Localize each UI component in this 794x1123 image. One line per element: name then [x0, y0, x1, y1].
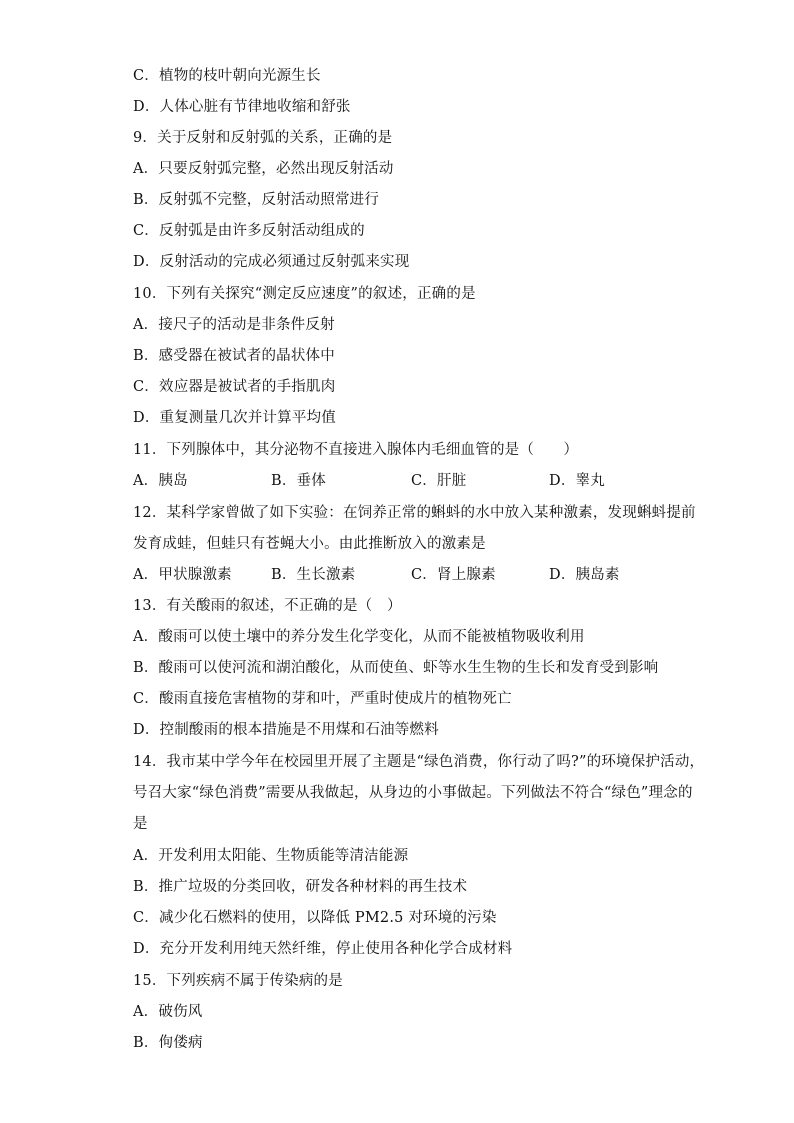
q13-option-b: B．酸雨可以使河流和湖泊酸化，从而使鱼、虾等水生生物的生长和发育受到影响 [133, 660, 659, 676]
q14-stem-line-1: 14．我市某中学今年在校园里开展了主题是“绿色消费，你行动了吗?”的环境保护活动， [133, 754, 705, 770]
q10-option-c: C．效应器是被试者的手指肌肉 [133, 379, 336, 395]
q11-option-b: B．垂体 [271, 473, 326, 489]
q10-option-d: D．重复测量几次并计算平均值 [133, 410, 336, 426]
q14-option-b: B．推广垃圾的分类回收，研发各种材料的再生技术 [133, 879, 468, 895]
q15-option-b: B．佝偻病 [133, 1035, 203, 1051]
q14-option-d: D．充分开发利用纯天然纤维，停止使用各种化学合成材料 [133, 941, 513, 957]
q14-stem-line-2: 号召大家“绿色消费”需要从我做起，从身边的小事做起。下列做法不符合“绿色”理念的 [133, 785, 693, 801]
q9-option-a: A．只要反射弧完整，必然出现反射活动 [133, 161, 394, 177]
q11-option-a: A．胰岛 [133, 473, 188, 489]
q15-option-a: A．破伤风 [133, 1004, 203, 1020]
q13-option-c: C．酸雨直接危害植物的芽和叶，严重时使成片的植物死亡 [133, 691, 512, 707]
q14-stem-line-3: 是 [133, 816, 148, 832]
q12-stem-line-2: 发育成蛙，但蛙只有苍蝇大小。由此推断放入的激素是 [133, 536, 486, 552]
q10-option-b: B．感受器在被试者的晶状体中 [133, 348, 335, 364]
q8-option-d: D．人体心脏有节律地收缩和舒张 [133, 99, 351, 115]
q12-option-d: D．胰岛素 [549, 567, 620, 583]
q13-stem: 13．有关酸雨的叙述，不正确的是（ ） [133, 598, 402, 614]
q8-option-c: C．植物的枝叶朝向光源生长 [133, 68, 321, 84]
q12-option-b: B．生长激素 [271, 567, 356, 583]
q13-option-d: D．控制酸雨的根本措施是不用煤和石油等燃料 [133, 722, 439, 738]
q14-option-a: A．开发利用太阳能、生物质能等清洁能源 [133, 848, 409, 864]
q15-stem: 15．下列疾病不属于传染病的是 [133, 973, 343, 989]
q9-option-c: C．反射弧是由许多反射活动组成的 [133, 223, 365, 239]
q9-stem: 9．关于反射和反射弧的关系，正确的是 [133, 130, 393, 146]
q12-option-a: A．甲状腺激素 [133, 567, 232, 583]
q11-option-c: C．肝脏 [411, 473, 467, 489]
q11-stem: 11．下列腺体中，其分泌物不直接进入腺体内毛细血管的是（ ） [133, 442, 579, 458]
q12-stem-line-1: 12．某科学家曾做了如下实验：在饲养正常的蝌蚪的水中放入某种激素，发现蝌蚪提前 [133, 505, 696, 521]
q9-option-d: D．反射活动的完成必须通过反射弧来实现 [133, 254, 410, 270]
q10-option-a: A．接尺子的活动是非条件反射 [133, 317, 335, 333]
q14-option-c: C．减少化石燃料的使用，以降低 PM2.5 对环境的污染 [133, 910, 497, 926]
q9-option-b: B．反射弧不完整，反射活动照常进行 [133, 192, 380, 208]
q12-option-c: C．肾上腺素 [411, 567, 496, 583]
q10-stem: 10．下列有关探究“测定反应速度”的叙述，正确的是 [133, 286, 476, 302]
q13-option-a: A．酸雨可以使土壤中的养分发生化学变化，从而不能被植物吸收利用 [133, 629, 585, 645]
q11-option-d: D．睾丸 [549, 473, 605, 489]
